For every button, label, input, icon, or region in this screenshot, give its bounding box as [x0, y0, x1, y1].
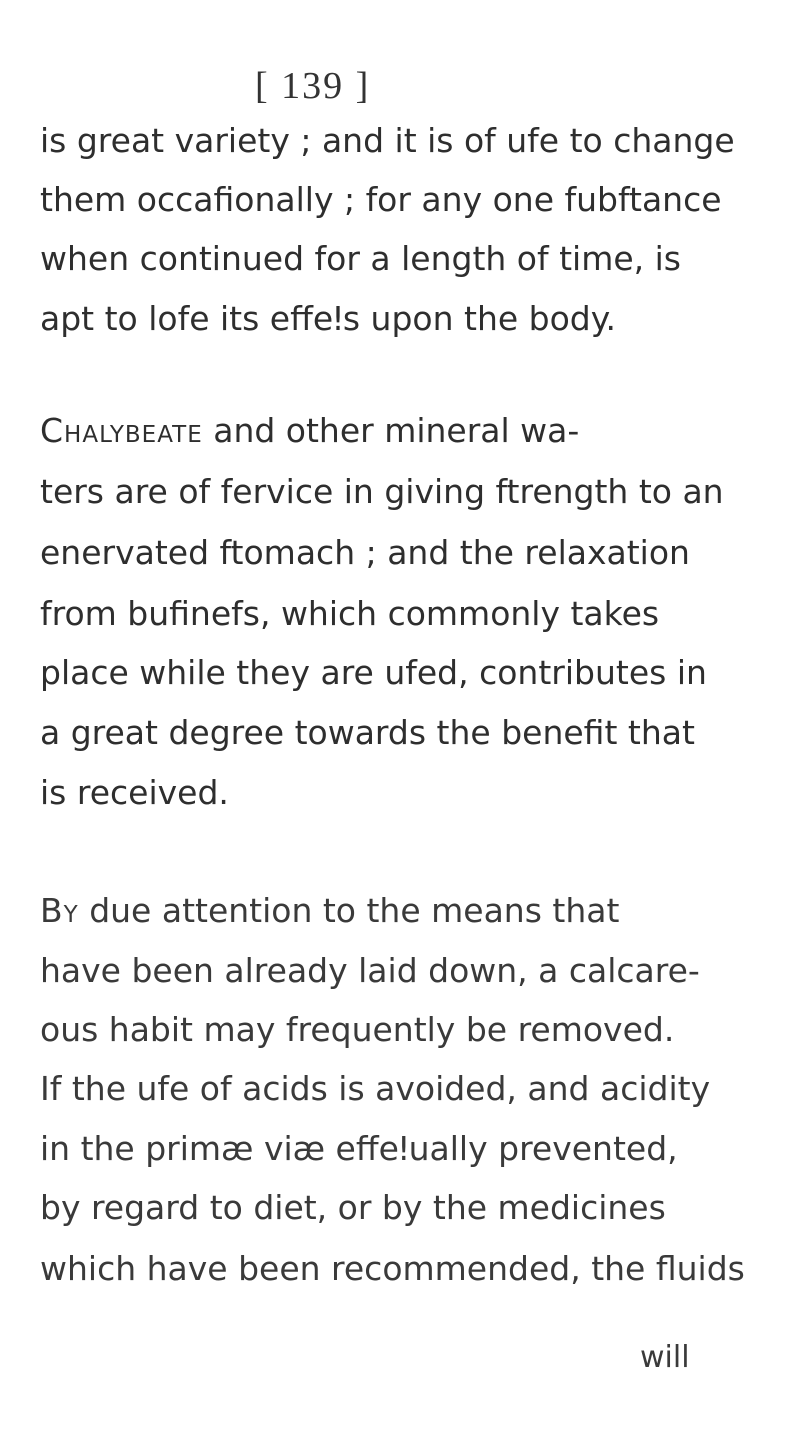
- text-line: is great variety ; and it is of ufe to change: [40, 121, 735, 160]
- text-line: from bufinefs, which commonly takes: [40, 594, 660, 633]
- text-line: [40, 891, 620, 930]
- text-line: by regard to diet, or by the medicines: [40, 1188, 666, 1227]
- text-line: ous habit may frequently be removed.: [40, 1010, 675, 1049]
- text-line: have been already laid down, a calcare-: [40, 951, 700, 990]
- text-line: [40, 411, 580, 450]
- text-line: place while they are ufed, contributes in: [40, 653, 707, 692]
- text-line: If the ufe of acids is avoided, and acidity: [40, 1069, 711, 1108]
- text-line: when continued for a length of time, is: [40, 239, 681, 278]
- paragraph-lead-word: Chalybeate: [40, 411, 203, 450]
- text-line: apt to lofe its effeǃs upon the body.: [40, 299, 617, 338]
- text-line: is received.: [40, 773, 229, 812]
- text-line-rest: due attention to the means that: [78, 891, 620, 930]
- text-line: which have been recommended, the fluids: [40, 1249, 745, 1288]
- text-line: them occafionally ; for any one fubftance: [40, 180, 722, 219]
- text-line: in the primæ viæ effeǃually prevented,: [40, 1129, 678, 1168]
- paragraph-lead-word: By: [40, 891, 79, 930]
- page-number-header: [ 139 ]: [255, 65, 371, 107]
- catchword: will: [640, 1340, 690, 1375]
- text-line: a great degree towards the benefit that: [40, 713, 695, 752]
- text-line: enervated ftomach ; and the relaxation: [40, 533, 690, 572]
- text-line: ters are of fervice in giving ftrength to an: [40, 472, 724, 511]
- text-line-rest: and other mineral wa-: [202, 411, 580, 450]
